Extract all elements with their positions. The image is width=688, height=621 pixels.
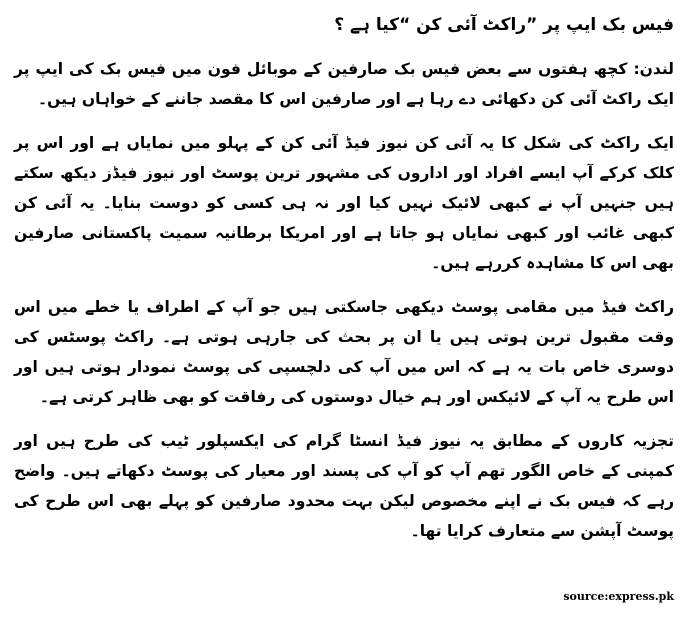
article-paragraph-2: ایک راکٹ کی شکل کا یہ آئی کن نیوز فیڈ آئی کن کے پہلو میں نمایاں ہے اور اس پر کلک کرکے آپ ایسے افراد اور اداروں کی مشہور ترین پوسٹ اور نیوز فیڈز دیکھ سکتے ہیں جنہیں آپ نے کبھی لائیک نہیں کیا اور نہ ہی کسی کو دوست بنایا۔ یہ آئی کن کبھی غائب اور کبھی نمایاں ہو جاتا ہے اور امریکا برطانیہ سمیت پاکستانی صارفین بھی اس کا مشاہدہ کررہے ہیں۔: [14, 134, 674, 272]
article: [14, 12, 674, 560]
article-paragraph-3: راکٹ فیڈ میں مقامی پوسٹ دیکھی جاسکتی ہیں جو آپ کے اطراف یا خطے میں اس وقت مقبول ترین ہوتی ہیں یا ان پر بحث کی جارہی ہوتی ہے۔ راکٹ پوسٹس کی دوسری خاص بات یہ ہے کہ اس میں آپ کی دلچسپی کی پوسٹ نمودار ہوتی ہیں اور اس طرح یہ آپ کے لائیکس اور ہم خیال دوستوں کی رفاقت کو بھی ظاہر کرتی ہے۔: [14, 298, 674, 406]
article-paragraph-1: لندن: کچھ ہفتوں سے بعض فیس بک صارفین کے موبائل فون میں فیس بک کی ایپ پر ایک راکٹ آئی کن دکھائی دے رہا ہے اور صارفین اس کا مقصد جاننے کے خواہاں ہیں۔: [14, 60, 674, 108]
source-credit: source:express.pk: [563, 590, 674, 603]
article-paragraph-4: تجزیہ کاروں کے مطابق یہ نیوز فیڈ انسٹا گرام کی ایکسپلور ٹیب کی طرح ہیں اور کمپنی کے خاص الگور تھم آپ کو آپ کی پسند اور معیار کی پوسٹ دکھاتے ہیں۔ واضح رہے کہ فیس بک نے اپنے مخصوص لیکن بہت محدود صارفین کو پہلے بھی اس طرح کی پوسٹ آپشن سے متعارف کرایا تھا۔: [14, 432, 674, 540]
article-title: فیس بک ایپ پر ”راکٹ آئی کن “کیا ہے ؟: [334, 15, 674, 35]
